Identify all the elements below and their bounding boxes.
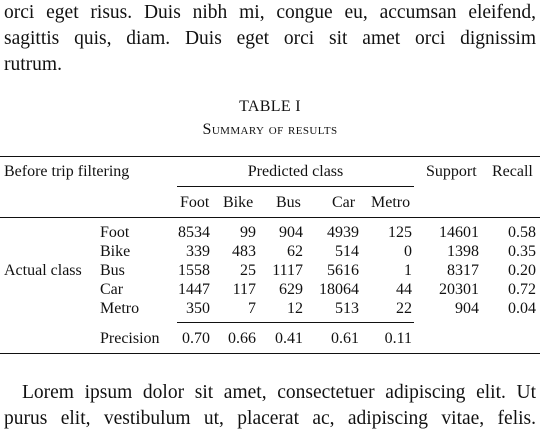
table-cell: 1558 [178, 262, 210, 279]
row-group-label: Actual class [4, 262, 82, 279]
column-header-metro: Metro [371, 194, 411, 211]
support-cell: 8317 [447, 262, 479, 279]
recall-cell: 0.04 [508, 300, 536, 317]
table-cell: 1447 [178, 281, 210, 298]
paragraph-line: purus elit, vestibulum ut, placerat ac, adipiscing vitae, felis. [4, 408, 536, 429]
table-cell: 1117 [272, 262, 303, 279]
predicted-class-rule [177, 186, 414, 187]
predicted-class-header: Predicted class [247, 163, 344, 180]
table-cell: 8534 [178, 224, 210, 241]
column-header-foot: Foot [180, 194, 210, 211]
table-cell: 117 [232, 281, 256, 298]
table-cell: 22 [396, 300, 412, 317]
corner-header: Before trip filtering [4, 163, 130, 180]
table-label: TABLE I [239, 98, 301, 115]
table-cell: 62 [287, 243, 303, 260]
table-cell: 513 [335, 300, 359, 317]
header-bottom-rule [0, 217, 540, 218]
body-paragraph-top [4, 0, 536, 78]
support-cell: 904 [455, 300, 479, 317]
row-label: Bus [100, 262, 125, 279]
column-header-bus: Bus [276, 194, 301, 211]
table-cell: 125 [388, 224, 412, 241]
support-cell: 14601 [439, 224, 479, 241]
table-cell: 12 [287, 300, 303, 317]
table-caption: Summary of results [202, 121, 338, 138]
table-cell: 5616 [327, 262, 359, 279]
row-label: Foot [100, 224, 130, 241]
table-cell: 904 [279, 224, 303, 241]
support-cell: 1398 [447, 243, 479, 260]
table-cell: 18064 [319, 281, 359, 298]
paragraph-line: Lorem ipsum dolor sit amet, consectetuer adipiscing elit. Ut [22, 382, 536, 403]
row-label: Car [100, 281, 124, 298]
recall-cell: 0.20 [508, 262, 536, 279]
table-cell: 7 [248, 300, 256, 317]
paragraph-line: orci eget risus. Duis nibh mi, congue eu, accumsan eleifend, [4, 2, 536, 23]
recall-cell: 0.35 [508, 243, 536, 260]
table-cell: 483 [232, 243, 256, 260]
table-cell: 629 [279, 281, 303, 298]
recall-cell: 0.72 [508, 281, 536, 298]
column-header-car: Car [332, 194, 356, 211]
row-label: Metro [100, 300, 140, 317]
table-cell: 339 [186, 243, 210, 260]
precision-label: Precision [100, 330, 160, 347]
table-bottom-rule [0, 353, 540, 354]
table-cell: 1 [404, 262, 412, 279]
table-cell: 4939 [327, 224, 359, 241]
table-cell: 99 [240, 224, 256, 241]
table-cell: 25 [240, 262, 256, 279]
precision-cell: 0.66 [228, 330, 256, 347]
column-header-bike: Bike [223, 194, 254, 211]
precision-cell: 0.11 [384, 330, 412, 347]
table-cell: 0 [404, 243, 412, 260]
body-paragraph-bottom [4, 380, 536, 432]
table-cell: 44 [396, 281, 412, 298]
recall-cell: 0.58 [508, 224, 536, 241]
table-cell: 350 [186, 300, 210, 317]
precision-cell: 0.41 [275, 330, 303, 347]
support-header: Support [426, 163, 477, 180]
support-cell: 20301 [439, 281, 479, 298]
table-top-rule [0, 156, 540, 157]
paragraph-line: sagittis quis, diam. Duis eget orci sit amet orci dignissim [4, 28, 536, 49]
precision-cell: 0.61 [331, 330, 359, 347]
precision-cell: 0.70 [182, 330, 210, 347]
row-label: Bike [100, 243, 131, 260]
precision-rule [177, 322, 414, 323]
paragraph-line: rutrum. [4, 54, 62, 75]
recall-header: Recall [492, 163, 533, 180]
table-cell: 514 [335, 243, 359, 260]
